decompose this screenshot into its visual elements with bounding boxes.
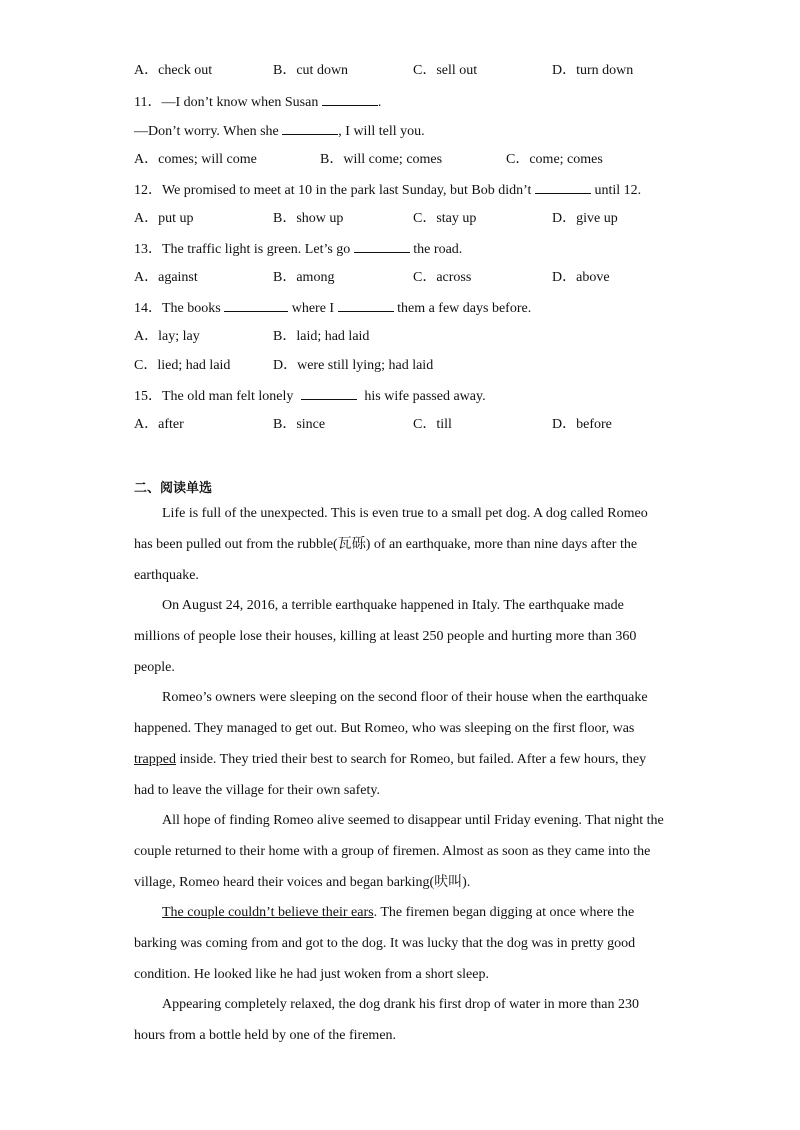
q10-option-d[interactable]: D．turn down bbox=[552, 63, 634, 78]
q13-text-a: The traffic light is green. Let’s go bbox=[162, 242, 354, 257]
q12-option-a[interactable]: A．put up bbox=[134, 211, 194, 226]
q14-text-a: The books bbox=[162, 301, 225, 316]
section-title: 二、阅读单选 bbox=[134, 481, 213, 496]
q12-option-d[interactable]: D．give up bbox=[552, 211, 618, 226]
q13-option-a[interactable]: A．against bbox=[134, 270, 198, 285]
q14-text-c: them a few days before. bbox=[393, 301, 532, 316]
paragraph-3-text-a: Romeo’s owners were sleeping on the second floor of their house when the earthquake happened. They managed to get out. But Romeo, who was sleeping on the first floor, was bbox=[134, 690, 648, 736]
q11-option-b[interactable]: B．will come; comes bbox=[320, 152, 443, 167]
q13-number: 13． bbox=[134, 242, 162, 257]
q11-blank-1[interactable] bbox=[322, 92, 378, 106]
q12-option-c[interactable]: C．stay up bbox=[413, 211, 477, 226]
paragraph-1-text: Life is full of the unexpected. This is even true to a small pet dog. A dog called Romeo has been pulled out from the rubble(瓦砾) of an earthquake, more than nine days after the earthquake. bbox=[134, 506, 648, 583]
q11-stem-line2 bbox=[134, 121, 425, 141]
q14-option-c[interactable]: C．lied; had laid bbox=[134, 358, 231, 373]
q11-stem-line1 bbox=[134, 92, 381, 112]
q12-number: 12． bbox=[134, 183, 162, 198]
q11-text-d: , I will tell you. bbox=[338, 124, 425, 139]
q12-option-b[interactable]: B．show up bbox=[273, 211, 344, 226]
q14-blank-1[interactable] bbox=[224, 298, 288, 312]
q11-number: 11． bbox=[134, 95, 162, 110]
q12-text-b: until 12. bbox=[590, 183, 642, 198]
q15-option-b[interactable]: B．since bbox=[273, 417, 326, 432]
q15-number: 15． bbox=[134, 389, 162, 404]
passage-paragraph-3 bbox=[134, 682, 664, 806]
q10-option-c[interactable]: C．sell out bbox=[413, 63, 478, 78]
q11-option-a[interactable]: A．comes; will come bbox=[134, 152, 257, 167]
q14-option-a[interactable]: A．lay; lay bbox=[134, 329, 200, 344]
q15-text-a: The old man felt lonely bbox=[162, 389, 297, 404]
q12-text-a: We promised to meet at 10 in the park last Sunday, but Bob didn’t bbox=[162, 183, 535, 198]
paragraph-3-text-b: inside. They tried their best to search for Romeo, but failed. After a few hours, they had to leave the village for their own safety. bbox=[134, 752, 647, 798]
passage-paragraph-4 bbox=[134, 805, 664, 898]
q13-option-b[interactable]: B．among bbox=[273, 270, 335, 285]
q13-text-b: the road. bbox=[409, 242, 463, 257]
q14-option-d[interactable]: D．were still lying; had laid bbox=[273, 358, 434, 373]
passage-paragraph-6 bbox=[134, 989, 664, 1051]
q15-option-a[interactable]: A．after bbox=[134, 417, 184, 432]
paragraph-2-text: On August 24, 2016, a terrible earthquake happened in Italy. The earthquake made millions of people lose their houses, killing at least 250 people and hurting more than 360 people. bbox=[134, 598, 637, 675]
q11-text-b: . bbox=[377, 95, 382, 110]
q14-blank-2[interactable] bbox=[338, 298, 394, 312]
q10-option-a[interactable]: A．check out bbox=[134, 63, 213, 78]
q15-option-c[interactable]: C．till bbox=[413, 417, 452, 432]
q10-option-b[interactable]: B．cut down bbox=[273, 63, 349, 78]
q14-number: 14． bbox=[134, 301, 162, 316]
q14-stem bbox=[134, 298, 531, 318]
q11-blank-2[interactable] bbox=[282, 121, 338, 135]
trapped-word: trapped bbox=[134, 752, 176, 767]
q15-blank[interactable] bbox=[301, 386, 357, 400]
paragraph-4-text: All hope of finding Romeo alive seemed to disappear until Friday evening. That night the couple returned to their home with a group of firemen. Almost as soon as they came into the village, Romeo heard their voices and began barking(吠叫). bbox=[134, 813, 664, 890]
q15-text-b: his wife passed away. bbox=[360, 389, 486, 404]
paragraph-6-text: Appearing completely relaxed, the dog drank his first drop of water in more than 230 hours from a bottle held by one of the firemen. bbox=[134, 997, 640, 1043]
q11-text-a: —I don’t know when Susan bbox=[161, 95, 322, 110]
passage-paragraph-2 bbox=[134, 590, 664, 683]
q15-stem bbox=[134, 386, 486, 406]
q11-text-c: —Don’t worry. When she bbox=[134, 124, 283, 139]
paragraph-5-text: . The firemen began digging at once where the barking was coming from and got to the dog. It was lucky that the dog was in pretty good condition. He looked like he had just woken from a short sleep. bbox=[134, 905, 636, 982]
q15-option-d[interactable]: D．before bbox=[552, 417, 612, 432]
q13-option-c[interactable]: C．across bbox=[413, 270, 472, 285]
q13-option-d[interactable]: D．above bbox=[552, 270, 610, 285]
q14-option-b[interactable]: B．laid; had laid bbox=[273, 329, 370, 344]
underlined-sentence: The couple couldn’t believe their ears bbox=[162, 905, 374, 920]
q12-blank[interactable] bbox=[535, 180, 591, 194]
q14-text-b: where I bbox=[288, 301, 338, 316]
passage-paragraph-5 bbox=[134, 897, 664, 990]
q13-stem bbox=[134, 239, 462, 259]
q13-blank[interactable] bbox=[354, 239, 410, 253]
passage-paragraph-1 bbox=[134, 498, 664, 591]
q12-stem bbox=[134, 180, 641, 200]
q11-option-c[interactable]: C．come; comes bbox=[506, 152, 603, 167]
